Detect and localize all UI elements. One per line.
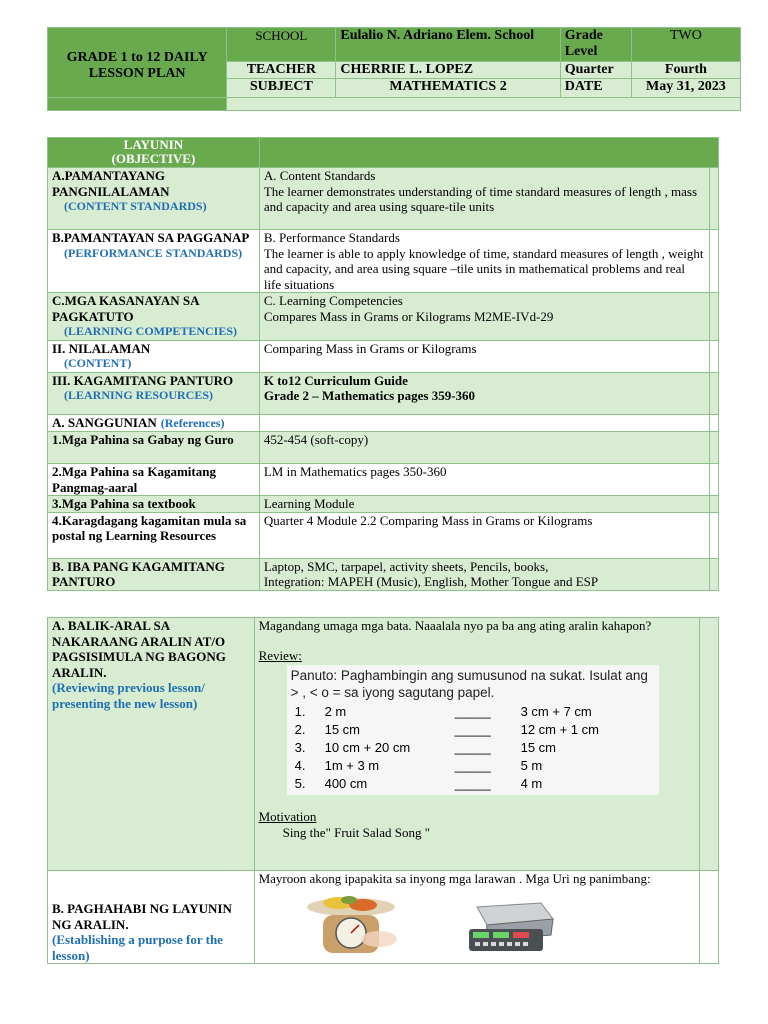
objective-row-label <box>48 496 260 513</box>
purpose-step-title: B. PAGHAHABI NG LAYUNIN NG ARALIN. <box>52 901 232 932</box>
date-label: DATE <box>560 79 631 98</box>
objective-row-title: C.MGA KASANAYAN SA PAGKATUTO <box>52 293 199 324</box>
review-item-right: 4 m <box>520 776 543 791</box>
objective-row-detail: Grade 2 – Mathematics pages 359-360 <box>263 388 476 403</box>
review-exercise-image <box>287 665 659 795</box>
review-instructions: Panuto: Paghambingin ang sumusunod na sukat. Isulat ang > , < o = sa iyong sagutang papel. <box>290 668 648 700</box>
header-footer-bar <box>48 98 227 111</box>
digital-scale-image <box>463 899 555 955</box>
objective-row-title: II. NILALAMAN <box>52 340 151 356</box>
review-item <box>291 775 655 793</box>
objective-row <box>48 340 719 372</box>
objective-row-detail: The learner demonstrates understanding of time standard measures of length , mass and capacity and area using square-tile units <box>263 183 698 214</box>
procedure-table <box>47 617 719 964</box>
objective-row-text: Laptop, SMC, tarpapel, activity sheets, Pencils, books, <box>263 558 549 574</box>
objective-row-content <box>259 512 709 558</box>
objective-row-text: LM in Mathematics pages 350-360 <box>263 464 447 479</box>
objective-row <box>48 293 719 341</box>
objective-row-label <box>48 372 260 414</box>
purpose-step-subtitle: (Establishing a purpose for the lesson) <box>52 932 223 963</box>
objective-row-label <box>48 512 260 558</box>
review-label: Review: <box>258 647 302 663</box>
review-item <box>291 703 655 721</box>
motivation-label: Motivation <box>258 809 317 824</box>
review-item-blank: _____ <box>454 740 491 755</box>
teacher-value: CHERRIE L. LOPEZ <box>336 62 560 79</box>
review-item-left: 1m + 3 m <box>324 758 380 773</box>
review-item-right: 5 m <box>520 758 543 773</box>
review-item-right: 3 cm + 7 cm <box>520 704 592 719</box>
teacher-label: TEACHER <box>227 62 336 79</box>
objective-row-title: III. KAGAMITANG PANTURO <box>52 372 234 388</box>
objective-row <box>48 496 719 513</box>
review-item-right: 15 cm <box>520 740 556 755</box>
objective-row-label <box>48 414 260 432</box>
objective-row <box>48 168 719 230</box>
quarter-value: Fourth <box>631 62 740 79</box>
review-item-left: 2 m <box>324 704 347 719</box>
objective-row-detail: The learner is able to apply knowledge of time, standard measures of length , weight and capacity, and area using square –tile units in mathematical problems and real life situations <box>263 245 704 292</box>
objective-table <box>47 137 719 591</box>
review-greeting: Magandang umaga mga bata. Naaalala nyo pa ba ang ating aralin kahapon? <box>258 618 652 633</box>
review-step-title: A. BALIK-ARAL SA NAKARAANG ARALIN AT/O PAGSISIMULA NG BAGONG ARALIN. <box>52 618 226 680</box>
objective-row-content <box>259 432 709 464</box>
objective-row-text: Quarter 4 Module 2.2 Comparing Mass in Grams or Kilograms <box>263 512 593 528</box>
review-item-blank: _____ <box>454 758 491 773</box>
lesson-plan-title: GRADE 1 to 12 DAILY LESSON PLAN <box>48 28 227 98</box>
objective-row-content <box>259 230 709 293</box>
objective-row-label <box>48 464 260 496</box>
review-item-left: 10 cm + 20 cm <box>324 740 411 755</box>
objective-row-content <box>259 372 709 414</box>
date-value: May 31, 2023 <box>631 79 740 98</box>
review-item-left: 15 cm <box>324 722 360 737</box>
objective-row-title: B. IBA PANG KAGAMITANG PANTURO <box>52 558 225 589</box>
objective-row-text: Comparing Mass in Grams or Kilograms <box>263 340 477 356</box>
objective-row-label <box>48 340 260 372</box>
objective-row-subtitle: (CONTENT STANDARDS) <box>64 199 207 213</box>
objective-heading: LAYUNIN (OBJECTIVE) <box>48 138 260 168</box>
objective-row-label <box>48 432 260 464</box>
objective-row-label <box>48 168 260 230</box>
purpose-text: Mayroon akong ipapakita sa inyong mga larawan . Mga Uri ng panimbang: <box>258 871 651 886</box>
objective-row-subtitle: (PERFORMANCE STANDARDS) <box>64 245 243 260</box>
objective-row-title: A. SANGGUNIAN <box>52 414 157 430</box>
objective-row-label <box>48 230 260 293</box>
objective-row-content <box>259 464 709 496</box>
objective-row-detail: Compares Mass in Grams or Kilograms M2ME-IVd-29 <box>263 308 554 324</box>
objective-row-text: C. Learning Competencies <box>263 293 403 308</box>
review-step-subtitle: (Reviewing previous lesson/ presenting the new lesson) <box>52 680 205 711</box>
review-item-n: 3. <box>294 740 306 755</box>
objective-row-title: 4.Karagdagang kagamitan mula sa postal ng Learning Resources <box>52 512 247 543</box>
review-item-blank: _____ <box>454 776 491 791</box>
motivation-text: Sing the" Fruit Salad Song " <box>282 825 431 840</box>
subject-label: SUBJECT <box>227 79 336 98</box>
objective-row-content <box>259 340 709 372</box>
objective-row-subtitle: (LEARNING COMPETENCIES) <box>64 324 238 338</box>
objective-row <box>48 230 719 293</box>
objective-row-title: 2.Mga Pahina sa Kagamitang Pangmag-aaral <box>52 464 216 495</box>
header-table <box>47 27 741 111</box>
review-item-blank: _____ <box>454 722 491 737</box>
objective-row-title: 1.Mga Pahina sa Gabay ng Guro <box>52 432 234 447</box>
objective-row-subtitle: (CONTENT) <box>64 356 132 370</box>
objective-row-title: 3.Mga Pahina sa textbook <box>52 496 196 511</box>
objective-row-title: B.PAMANTAYAN SA PAGGANAP <box>52 230 250 245</box>
quarter-label: Quarter <box>560 62 631 79</box>
objective-row-label <box>48 558 260 590</box>
objective-row <box>48 558 719 590</box>
objective-row <box>48 414 719 432</box>
subject-value: MATHEMATICS 2 <box>336 79 560 98</box>
grade-label: Grade Level <box>560 28 631 62</box>
objective-row-content <box>259 168 709 230</box>
review-item-n: 4. <box>294 758 306 773</box>
review-item-blank: _____ <box>454 704 491 719</box>
review-items <box>291 703 655 793</box>
objective-row-text: 452-454 (soft-copy) <box>263 432 369 447</box>
review-item <box>291 721 655 739</box>
objective-row-label <box>48 293 260 341</box>
objective-row-content <box>259 558 709 590</box>
grade-value: TWO <box>631 28 740 62</box>
objective-row <box>48 464 719 496</box>
review-item <box>291 739 655 757</box>
review-item-left: 400 cm <box>324 776 368 791</box>
objective-row-content <box>259 496 709 513</box>
objective-row-detail: Integration: MAPEH (Music), English, Mother Tongue and ESP <box>263 574 599 589</box>
review-item-n: 2. <box>294 722 306 737</box>
objective-row-text: B. Performance Standards <box>263 230 400 245</box>
objective-row <box>48 512 719 558</box>
objective-row-text: Learning Module <box>263 496 355 511</box>
kitchen-scale-image <box>301 893 401 955</box>
objective-rows <box>48 168 719 591</box>
review-item-right: 12 cm + 1 cm <box>520 722 599 737</box>
purpose-step-content <box>254 871 700 964</box>
objective-row-content <box>259 293 709 341</box>
review-item <box>291 757 655 775</box>
objective-row-text: K to12 Curriculum Guide <box>263 372 408 388</box>
objective-row-subtitle: (References) <box>160 415 225 430</box>
purpose-step-cell <box>48 871 255 964</box>
review-item-n: 5. <box>294 776 306 791</box>
review-step-cell <box>48 618 255 871</box>
school-value: Eulalio N. Adriano Elem. School <box>336 28 560 62</box>
objective-row-content <box>259 414 709 432</box>
objective-row-subtitle: (LEARNING RESOURCES) <box>64 388 214 402</box>
school-label: SCHOOL <box>227 28 336 62</box>
objective-row-text: A. Content Standards <box>263 168 376 183</box>
review-item-n: 1. <box>294 704 306 719</box>
review-step-content <box>254 618 700 871</box>
objective-row <box>48 432 719 464</box>
objective-row-title: A.PAMANTAYANG PANGNILALAMAN <box>52 168 170 199</box>
objective-row <box>48 372 719 414</box>
